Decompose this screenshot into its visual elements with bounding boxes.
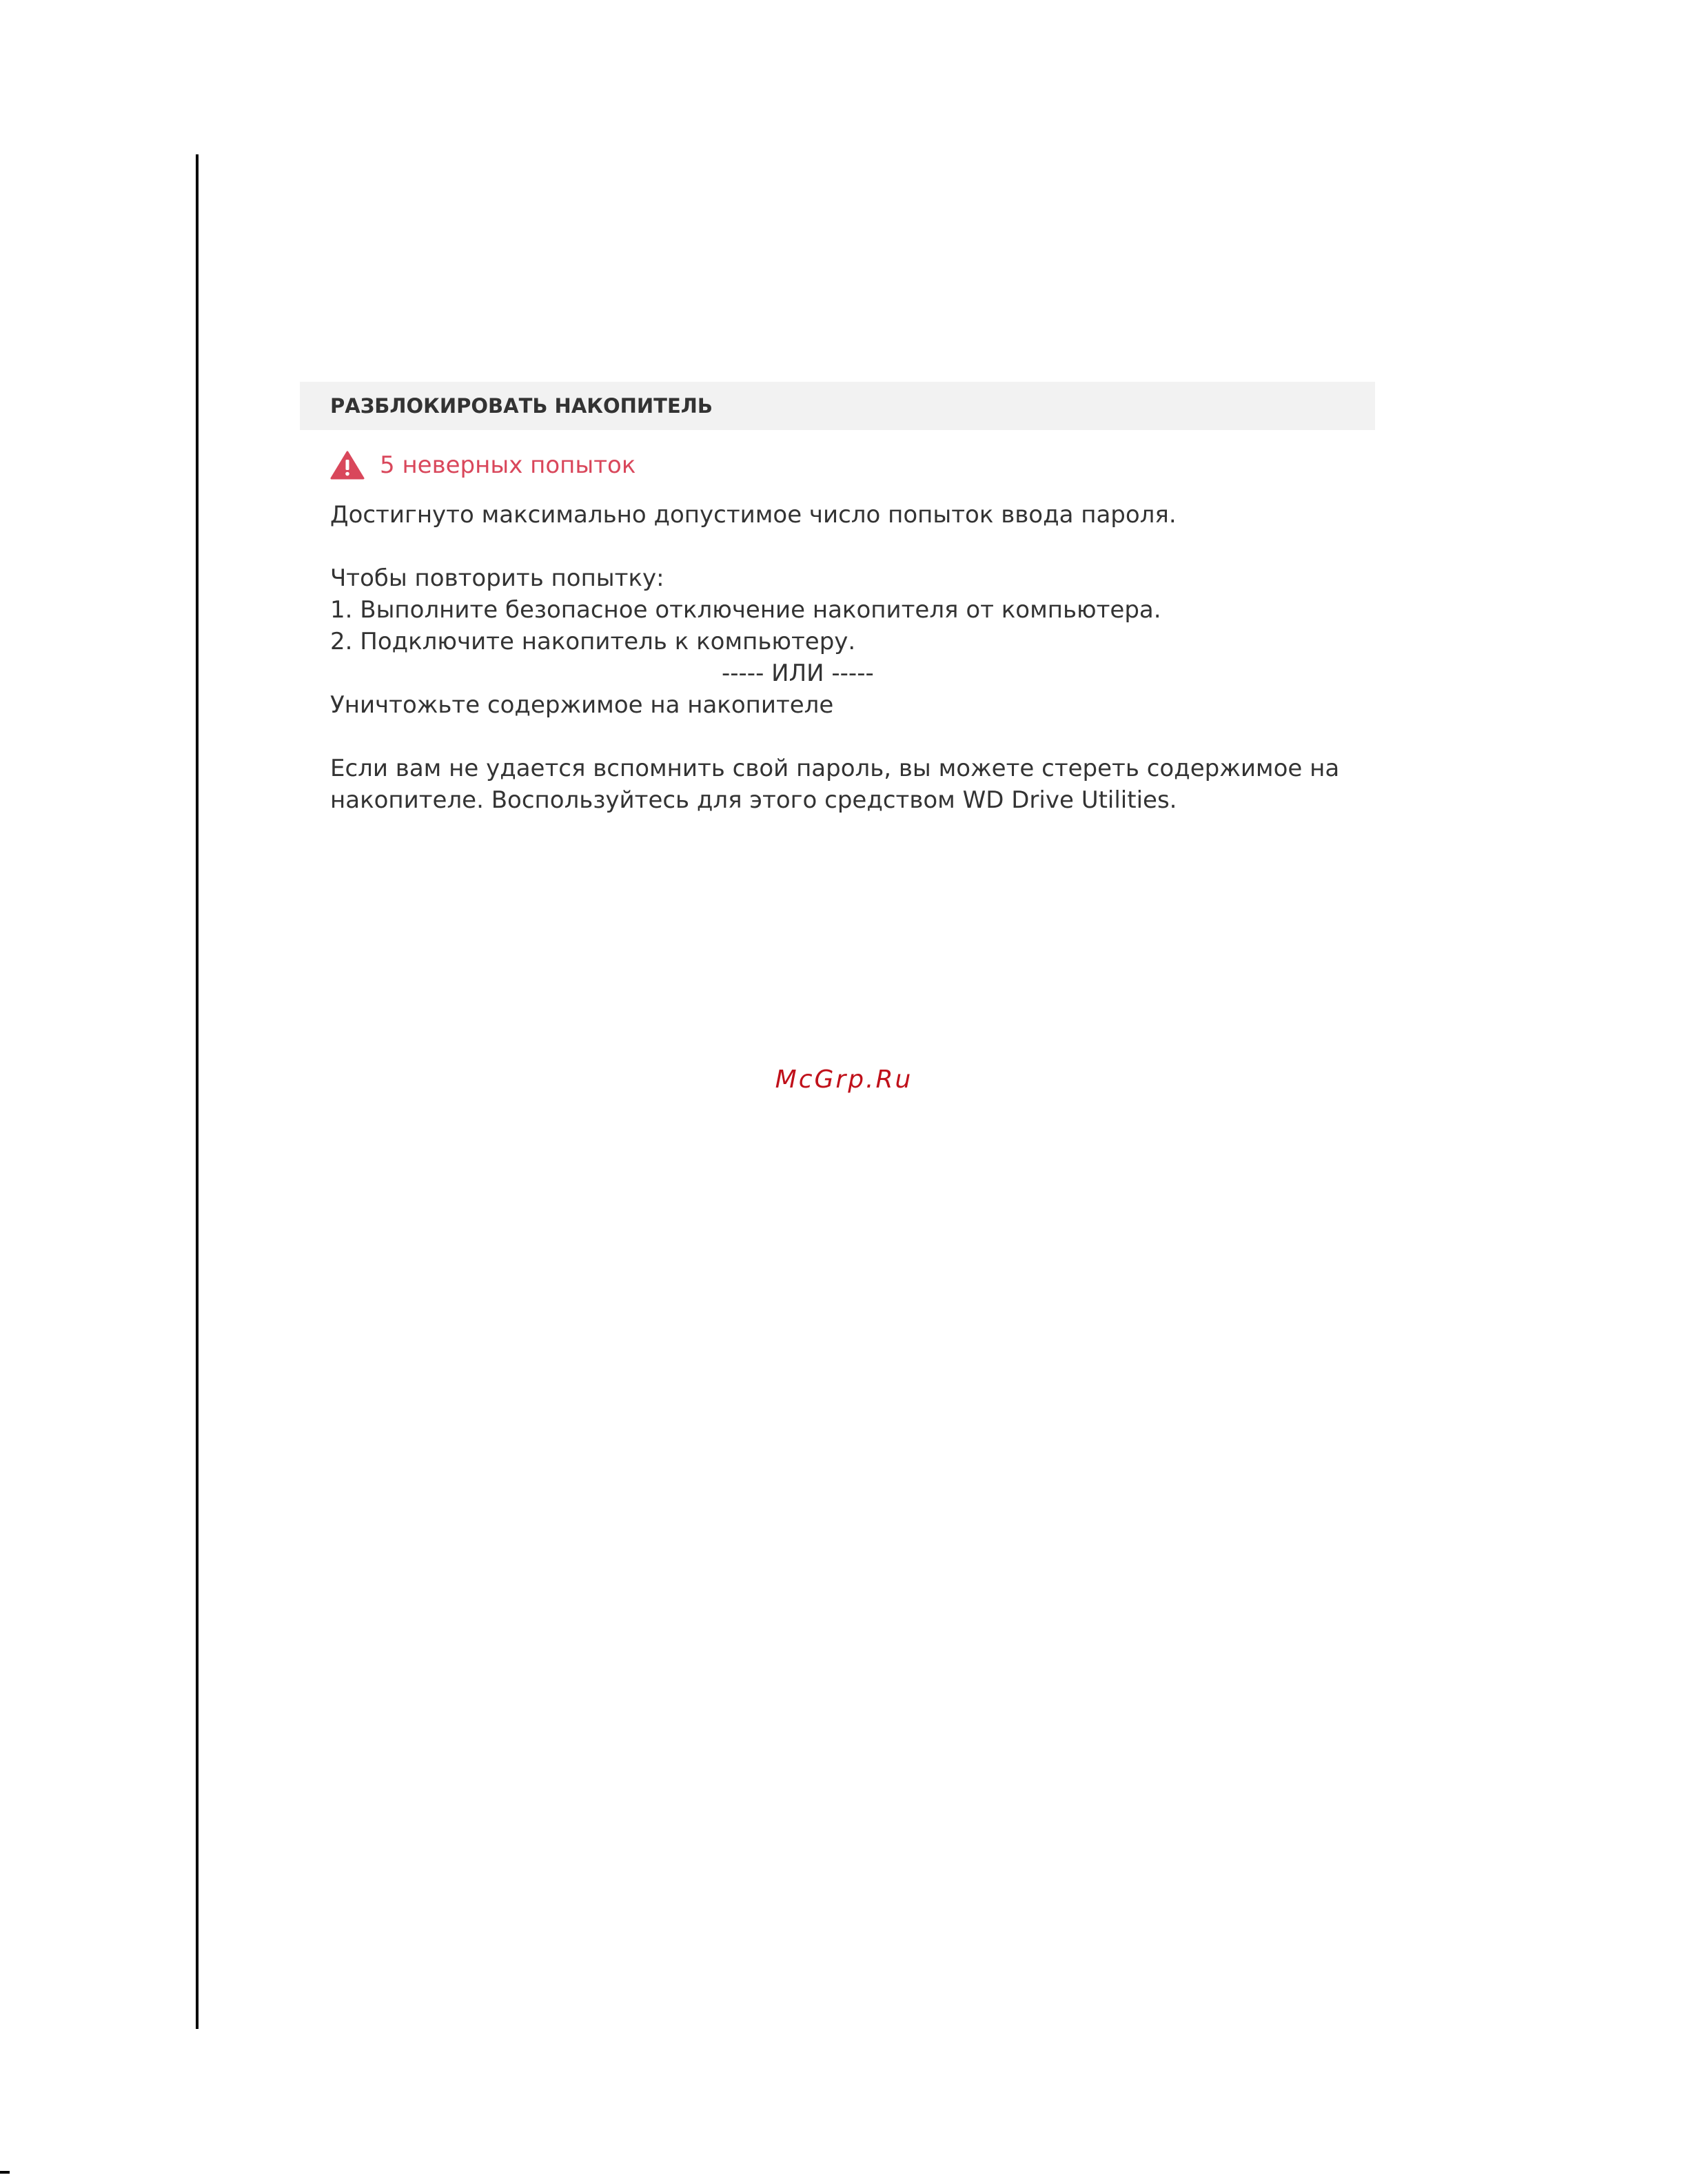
dialog-header: [300, 382, 1375, 430]
forgot-password-message: Если вам не удается вспомнить свой пароль, вы можете стереть содержимое на накопителе. Воспользуйтесь для этого средством WD Drive Utilities.: [330, 755, 1340, 814]
erase-drive-option: Уничтожьте содержимое на накопителе: [330, 691, 834, 719]
attempts-alert: [330, 448, 1375, 482]
or-separator: ----- ИЛИ -----: [722, 660, 874, 687]
attempts-alert-text: 5 неверных попыток: [380, 451, 636, 479]
warning-triangle-icon: [330, 451, 365, 480]
dialog-title: РАЗБЛОКИРОВАТЬ НАКОПИТЕЛЬ: [330, 394, 713, 418]
watermark-text: McGrp.Ru: [775, 1065, 913, 1094]
page-corner-mark: [0, 2171, 10, 2174]
unlock-drive-dialog: [300, 382, 1375, 816]
dialog-body: [300, 430, 1375, 816]
max-attempts-message: Достигнуто максимально допустимое число попыток ввода пароля.: [330, 501, 1177, 529]
retry-heading: Чтобы повторить попытку:: [330, 564, 664, 592]
retry-step-1: 1. Выполните безопасное отключение накопителя от компьютера.: [330, 596, 1161, 624]
retry-instructions: [330, 562, 1375, 721]
retry-step-2: 2. Подключите накопитель к компьютеру.: [330, 628, 856, 655]
